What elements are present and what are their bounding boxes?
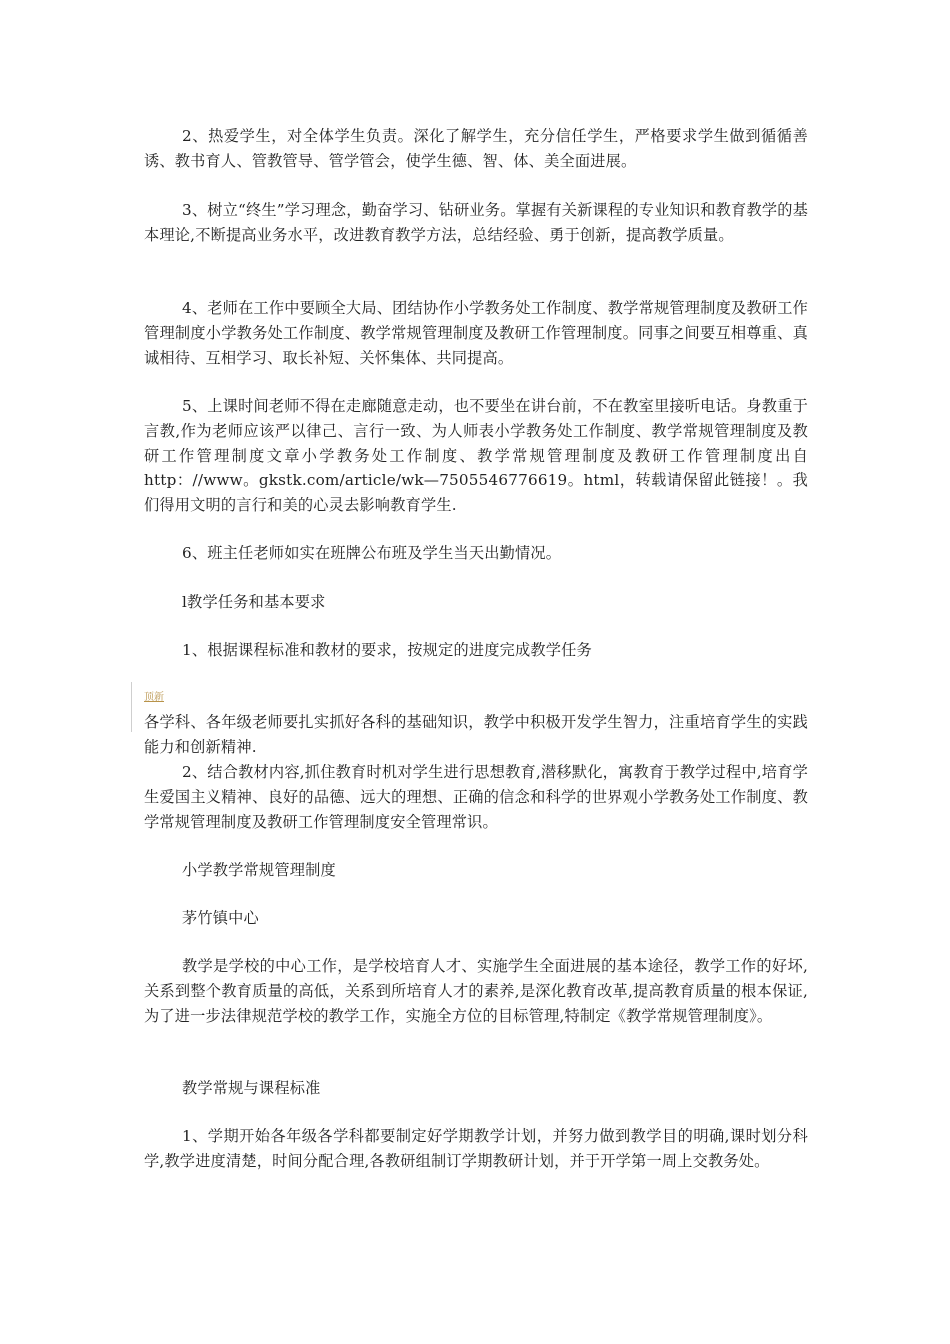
paragraph-3: 3、树立“终生”学习理念，勤奋学习、钻研业务。掌握有关新课程的专业知识和教育教学的基本理论,不断提高业务水平，改进教育教学方法，总结经验、勇于创新，提高教学质量。 xyxy=(144,201,808,244)
paragraph-task-2: 2、结合教材内容,抓住教育时机对学生进行思想教育,潜移默化，寓教育于教学过程中,培育学生爱国主义精神、良好的品德、远大的理想、正确的信念和科学的世界观小学教务处工作制度、教学常规管理制度及教研工作管理制度安全管理常识。 xyxy=(144,763,808,831)
margin-divider xyxy=(131,682,132,732)
heading-routine-standards: 教学常规与课程标准 xyxy=(182,1079,321,1097)
paragraph-task-1-cont: 各学科、各年级老师要扎实抓好各科的基础知识，教学中积极开发学生智力，注重培育学生的实践能力和创新精神. xyxy=(144,713,808,756)
paragraph-intro: 教学是学校的中心工作，是学校培育人才、实施学生全面进展的基本途径，教学工作的好坏,关系到整个教育质量的高低，关系到所培育人才的素养,是深化教育改革,提高教育质量的根本保证,为了进一步法律规范学校的教学工作，实施全方位的目标管理,特制定《教学常规管理制度》。 xyxy=(144,957,808,1025)
paragraph-6: 6、班主任老师如实在班牌公布班及学生当天出勤情况。 xyxy=(182,544,562,562)
paragraph-2: 2、热爱学生，对全体学生负责。深化了解学生，充分信任学生，严格要求学生做到循循善诱、教书育人、管教管导、管学管会，使学生德、智、体、美全面进展。 xyxy=(144,127,808,170)
paragraph-plan-1: 1、学期开始各年级各学科都要制定好学期教学计划，并努力做到教学目的明确,课时划分科学,教学进度清楚，时间分配合理,各教研组制订学期教研计划，并于开学第一周上交教务处。 xyxy=(144,1127,808,1170)
heading-school-name: 茅竹镇中心 xyxy=(182,909,259,927)
paragraph-4: 4、老师在工作中要顾全大局、团结协作小学教务处工作制度、教学常规管理制度及教研工作管理制度小学教务处工作制度、教学常规管理制度及教研工作管理制度。同事之间要互相尊重、真诚相待、互相学习、取长补短、关怀集体、共同提高。 xyxy=(144,299,808,367)
heading-routine-management: 小学教学常规管理制度 xyxy=(182,861,336,879)
paragraph-task-1: 1、根据课程标准和教材的要求，按规定的进度完成教学任务 xyxy=(182,641,592,659)
top-link[interactable]: 顶新 xyxy=(144,692,164,703)
paragraph-5: 5、上课时间老师不得在走廊随意走动，也不要坐在讲台前，不在教室里接听电话。身教重于言教,作为老师应该严以律己、言行一致、为人师表小学教务处工作制度、教学常规管理制度及教研工作管理制度文章小学教务处工作制度、教学常规管理制度及教研工作管理制度出自http：//www。gkstk.com/article/wk—7505546776619。html，转载请保留此链接！。我们得用文明的言行和美的心灵去影响教育学生. xyxy=(144,397,808,515)
section-heading-teaching-tasks: l教学任务和基本要求 xyxy=(182,593,326,611)
